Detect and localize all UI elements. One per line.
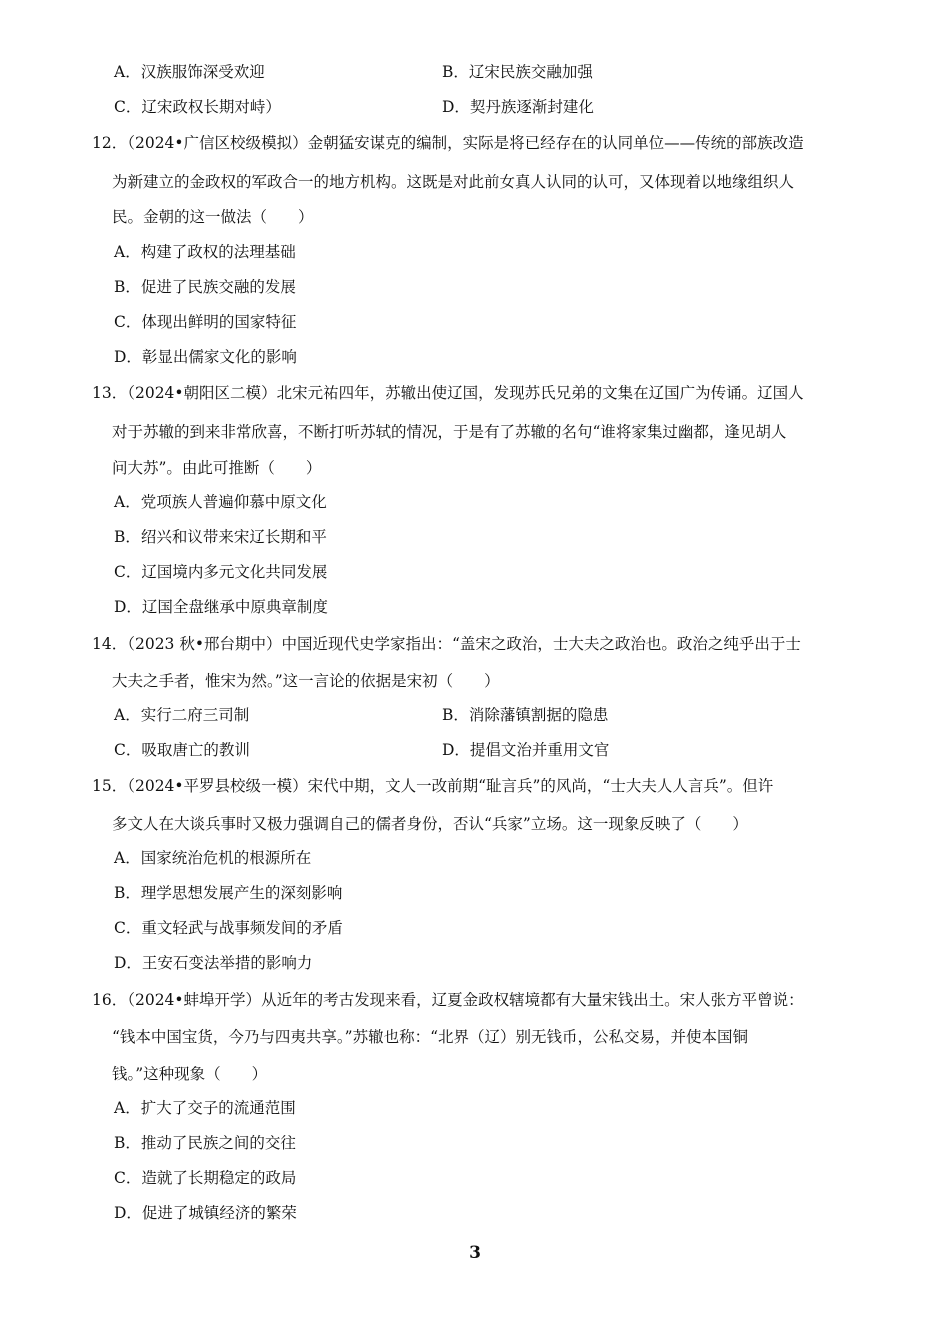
option-d: D．彰显出儒家文化的影响 (114, 348, 297, 366)
question-stem-line: 12．（2024•广信区校级模拟）金朝猛安谋克的编制，实际是将已经存在的认同单位——传统的部族改造 (92, 134, 804, 152)
option-a: A．党项族人普遍仰慕中原文化 (114, 493, 327, 511)
option-b: B．理学思想发展产生的深刻影响 (114, 884, 343, 902)
option-c: C．造就了长期稳定的政局 (114, 1169, 297, 1187)
option-b: B．辽宋民族交融加强 (442, 63, 593, 81)
option-d: D．契丹族逐渐封建化 (442, 98, 594, 116)
page-number: 3 (469, 1243, 481, 1263)
question-stem-line: 民。金朝的这一做法（ ） (112, 208, 314, 226)
option-d: D．提倡文治并重用文官 (442, 741, 610, 759)
option-c: C．辽宋政权长期对峙） (114, 98, 281, 116)
option-c: C．重文轻武与战事频发间的矛盾 (114, 919, 343, 937)
question-stem-line: 15．（2024•平罗县校级一模）宋代中期，文人一改前期“耻言兵”的风尚，“士大夫人人言兵”。但许 (92, 777, 774, 795)
option-a: A．构建了政权的法理基础 (114, 243, 296, 261)
option-b: B．消除藩镇割据的隐患 (442, 706, 609, 724)
option-a: A．实行二府三司制 (114, 706, 250, 724)
option-d: D．王安石变法举措的影响力 (114, 954, 313, 972)
option-b: B．绍兴和议带来宋辽长期和平 (114, 528, 327, 546)
option-a: A．扩大了交子的流通范围 (114, 1099, 296, 1117)
option-a: A．汉族服饰深受欢迎 (114, 63, 265, 81)
option-a: A．国家统治危机的根源所在 (114, 849, 312, 867)
option-c: C．辽国境内多元文化共同发展 (114, 563, 328, 581)
option-c: C．体现出鲜明的国家特征 (114, 313, 297, 331)
option-c: C．吸取唐亡的教训 (114, 741, 250, 759)
question-stem-line: 为新建立的金政权的军政合一的地方机构。这既是对此前女真人认同的认可，又体现着以地缘组织人 (112, 173, 795, 191)
question-stem-line: 16．（2024•蚌埠开学）从近年的考古发现来看，辽夏金政权辖境都有大量宋钱出土。宋人张方平曾说： (92, 991, 804, 1009)
option-d: D．促进了城镇经济的繁荣 (114, 1204, 297, 1222)
option-b: B．促进了民族交融的发展 (114, 278, 296, 296)
question-stem-line: 大夫之手者，惟宋为然。”这一言论的依据是宋初（ ） (112, 672, 500, 690)
question-stem-line: 问大苏”。由此可推断（ ） (112, 459, 322, 477)
question-stem-line: 13．（2024•朝阳区二模）北宋元祐四年，苏辙出使辽国，发现苏氏兄弟的文集在辽国广为传诵。辽国人 (92, 384, 804, 402)
question-stem-line: 对于苏辙的到来非常欣喜，不断打听苏轼的情况，于是有了苏辙的名句“谁将家集过幽都，逢见胡人 (112, 423, 787, 441)
question-stem-line: 多文人在大谈兵事时又极力强调自己的儒者身份，否认“兵家”立场。这一现象反映了（ ） (112, 815, 748, 833)
option-d: D．辽国全盘继承中原典章制度 (114, 598, 328, 616)
question-stem-line: “钱本中国宝货，今乃与四夷共享。”苏辙也称：“北界（辽）别无钱币，公私交易，并使本国铜 (112, 1028, 749, 1046)
question-stem-line: 钱。”这种现象（ ） (112, 1065, 268, 1083)
question-stem-line: 14．（2023 秋•邢台期中）中国近现代史学家指出：“盖宋之政治，士大夫之政治也。政治之纯乎出于士 (92, 635, 801, 653)
option-b: B．推动了民族之间的交往 (114, 1134, 296, 1152)
